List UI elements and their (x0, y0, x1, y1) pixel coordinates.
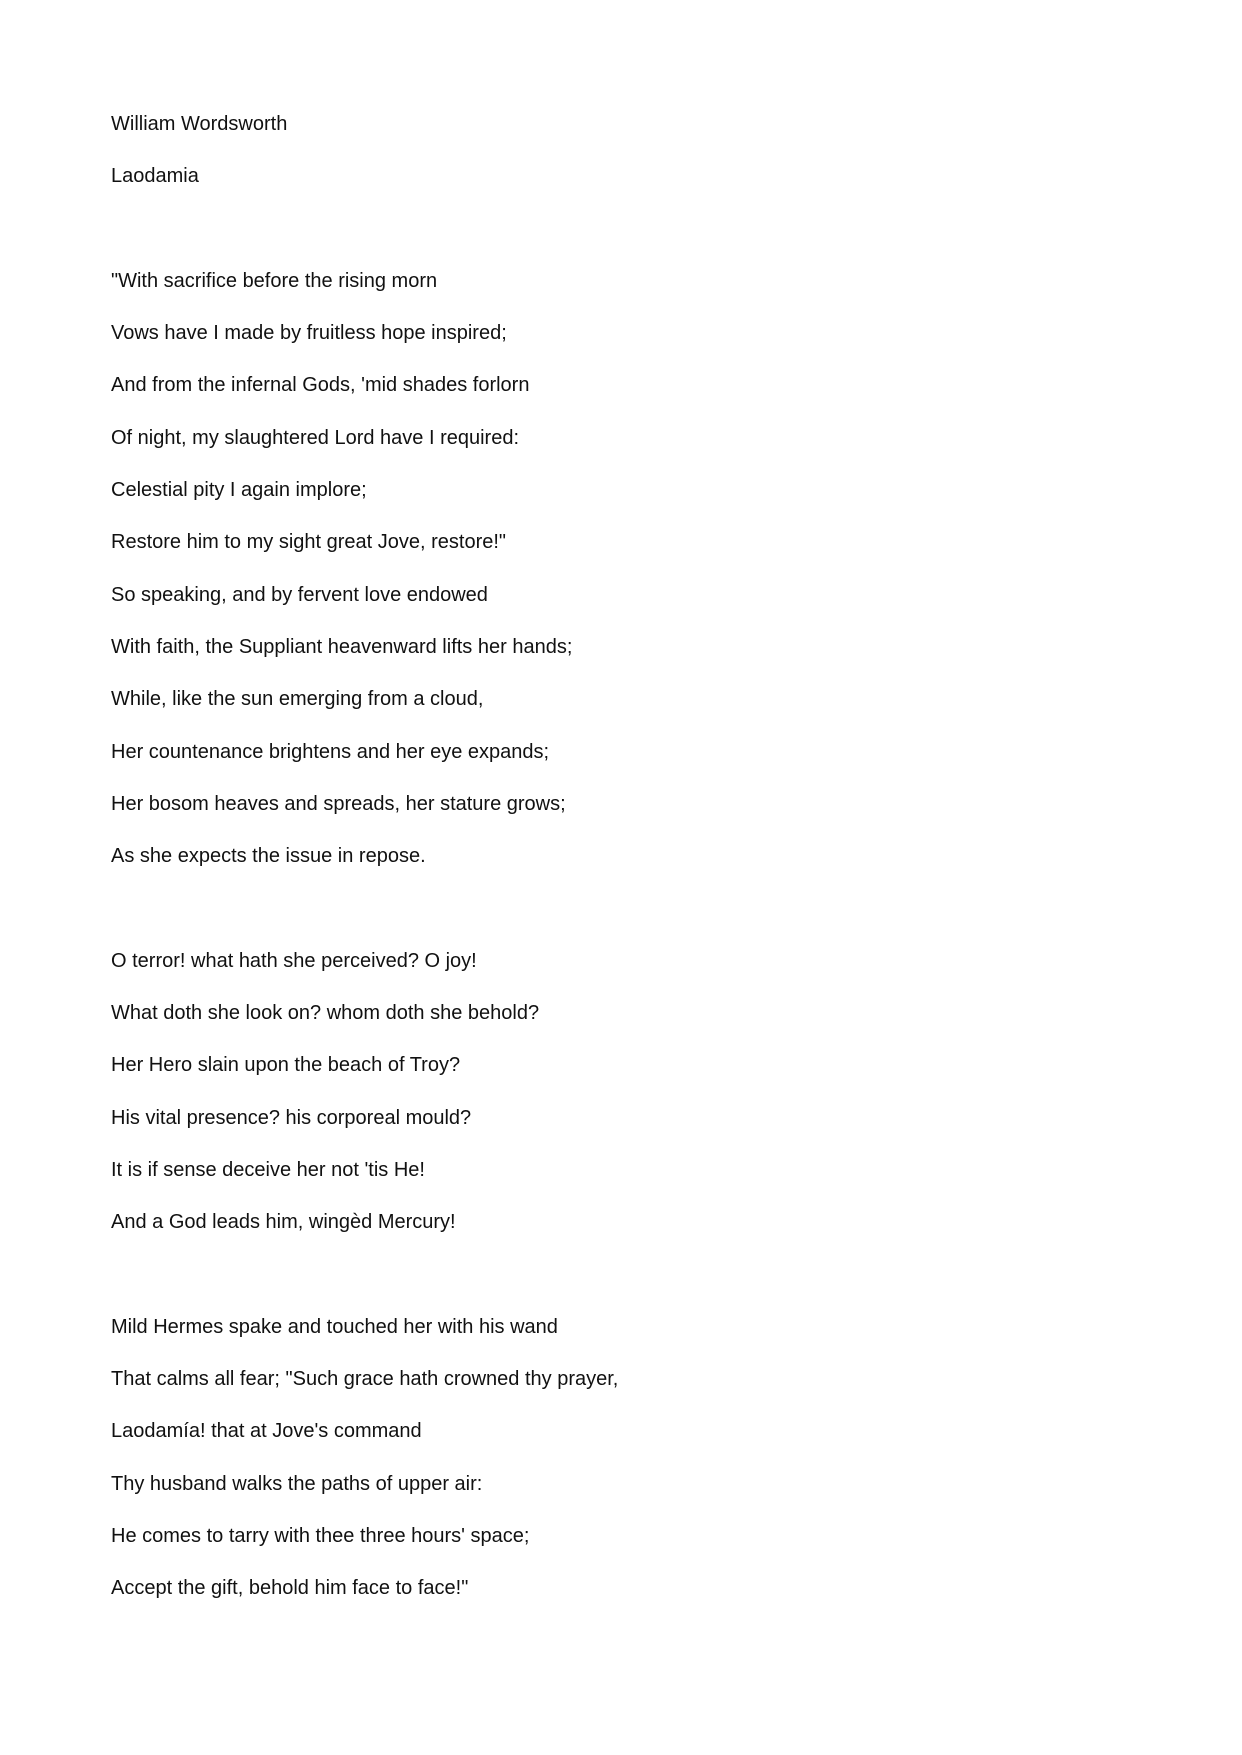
poem-line: Her bosom heaves and spreads, her stature grows; (111, 792, 566, 815)
poem-line: His vital presence? his corporeal mould? (111, 1106, 472, 1129)
poem-line: Her countenance brightens and her eye expands; (111, 740, 550, 763)
poem-line: He comes to tarry with thee three hours' space; (111, 1525, 530, 1548)
poem-line: That calms all fear; "Such grace hath crowned thy prayer, (111, 1368, 619, 1391)
poem-title: Laodamia (111, 165, 199, 188)
poem-line: Thy husband walks the paths of upper air: (111, 1472, 483, 1495)
poem-line: And a God leads him, wingèd Mercury! (111, 1211, 456, 1234)
poem-line: And from the infernal Gods, 'mid shades forlorn (111, 374, 530, 397)
poem-line: Accept the gift, behold him face to face!" (111, 1577, 469, 1600)
poem-line: Her Hero slain upon the beach of Troy? (111, 1054, 461, 1077)
stanza-1 (111, 267, 1111, 895)
poem-line: "With sacrifice before the rising morn (111, 269, 438, 292)
poem-line: Celestial pity I again implore; (111, 479, 367, 502)
stanza-spacer (111, 215, 1111, 267)
poem-line: Of night, my slaughtered Lord have I required: (111, 426, 520, 449)
stanza-2 (111, 947, 1111, 1261)
poem-line: Mild Hermes spake and touched her with his wand (111, 1315, 558, 1338)
poem-line: What doth she look on? whom doth she behold? (111, 1002, 540, 1025)
poem-line: Restore him to my sight great Jove, restore!" (111, 531, 507, 554)
stanza-spacer (111, 1261, 1111, 1313)
poem-line: As she expects the issue in repose. (111, 845, 426, 868)
poem-line: It is if sense deceive her not 'tis He! (111, 1158, 425, 1181)
stanza-spacer (111, 894, 1111, 946)
poem-line: While, like the sun emerging from a cloud, (111, 688, 484, 711)
author-name: William Wordsworth (111, 113, 288, 135)
poem-line: Vows have I made by fruitless hope inspired; (111, 322, 507, 345)
poem-line: With faith, the Suppliant heavenward lifts her hands; (111, 635, 573, 658)
stanza-3 (111, 1313, 1111, 1627)
poem-body (111, 110, 1111, 1627)
poem-line: Laodamía! that at Jove's command (111, 1420, 422, 1443)
poem-line: So speaking, and by fervent love endowed (111, 583, 488, 606)
poem-line: O terror! what hath she perceived? O joy! (111, 949, 477, 972)
